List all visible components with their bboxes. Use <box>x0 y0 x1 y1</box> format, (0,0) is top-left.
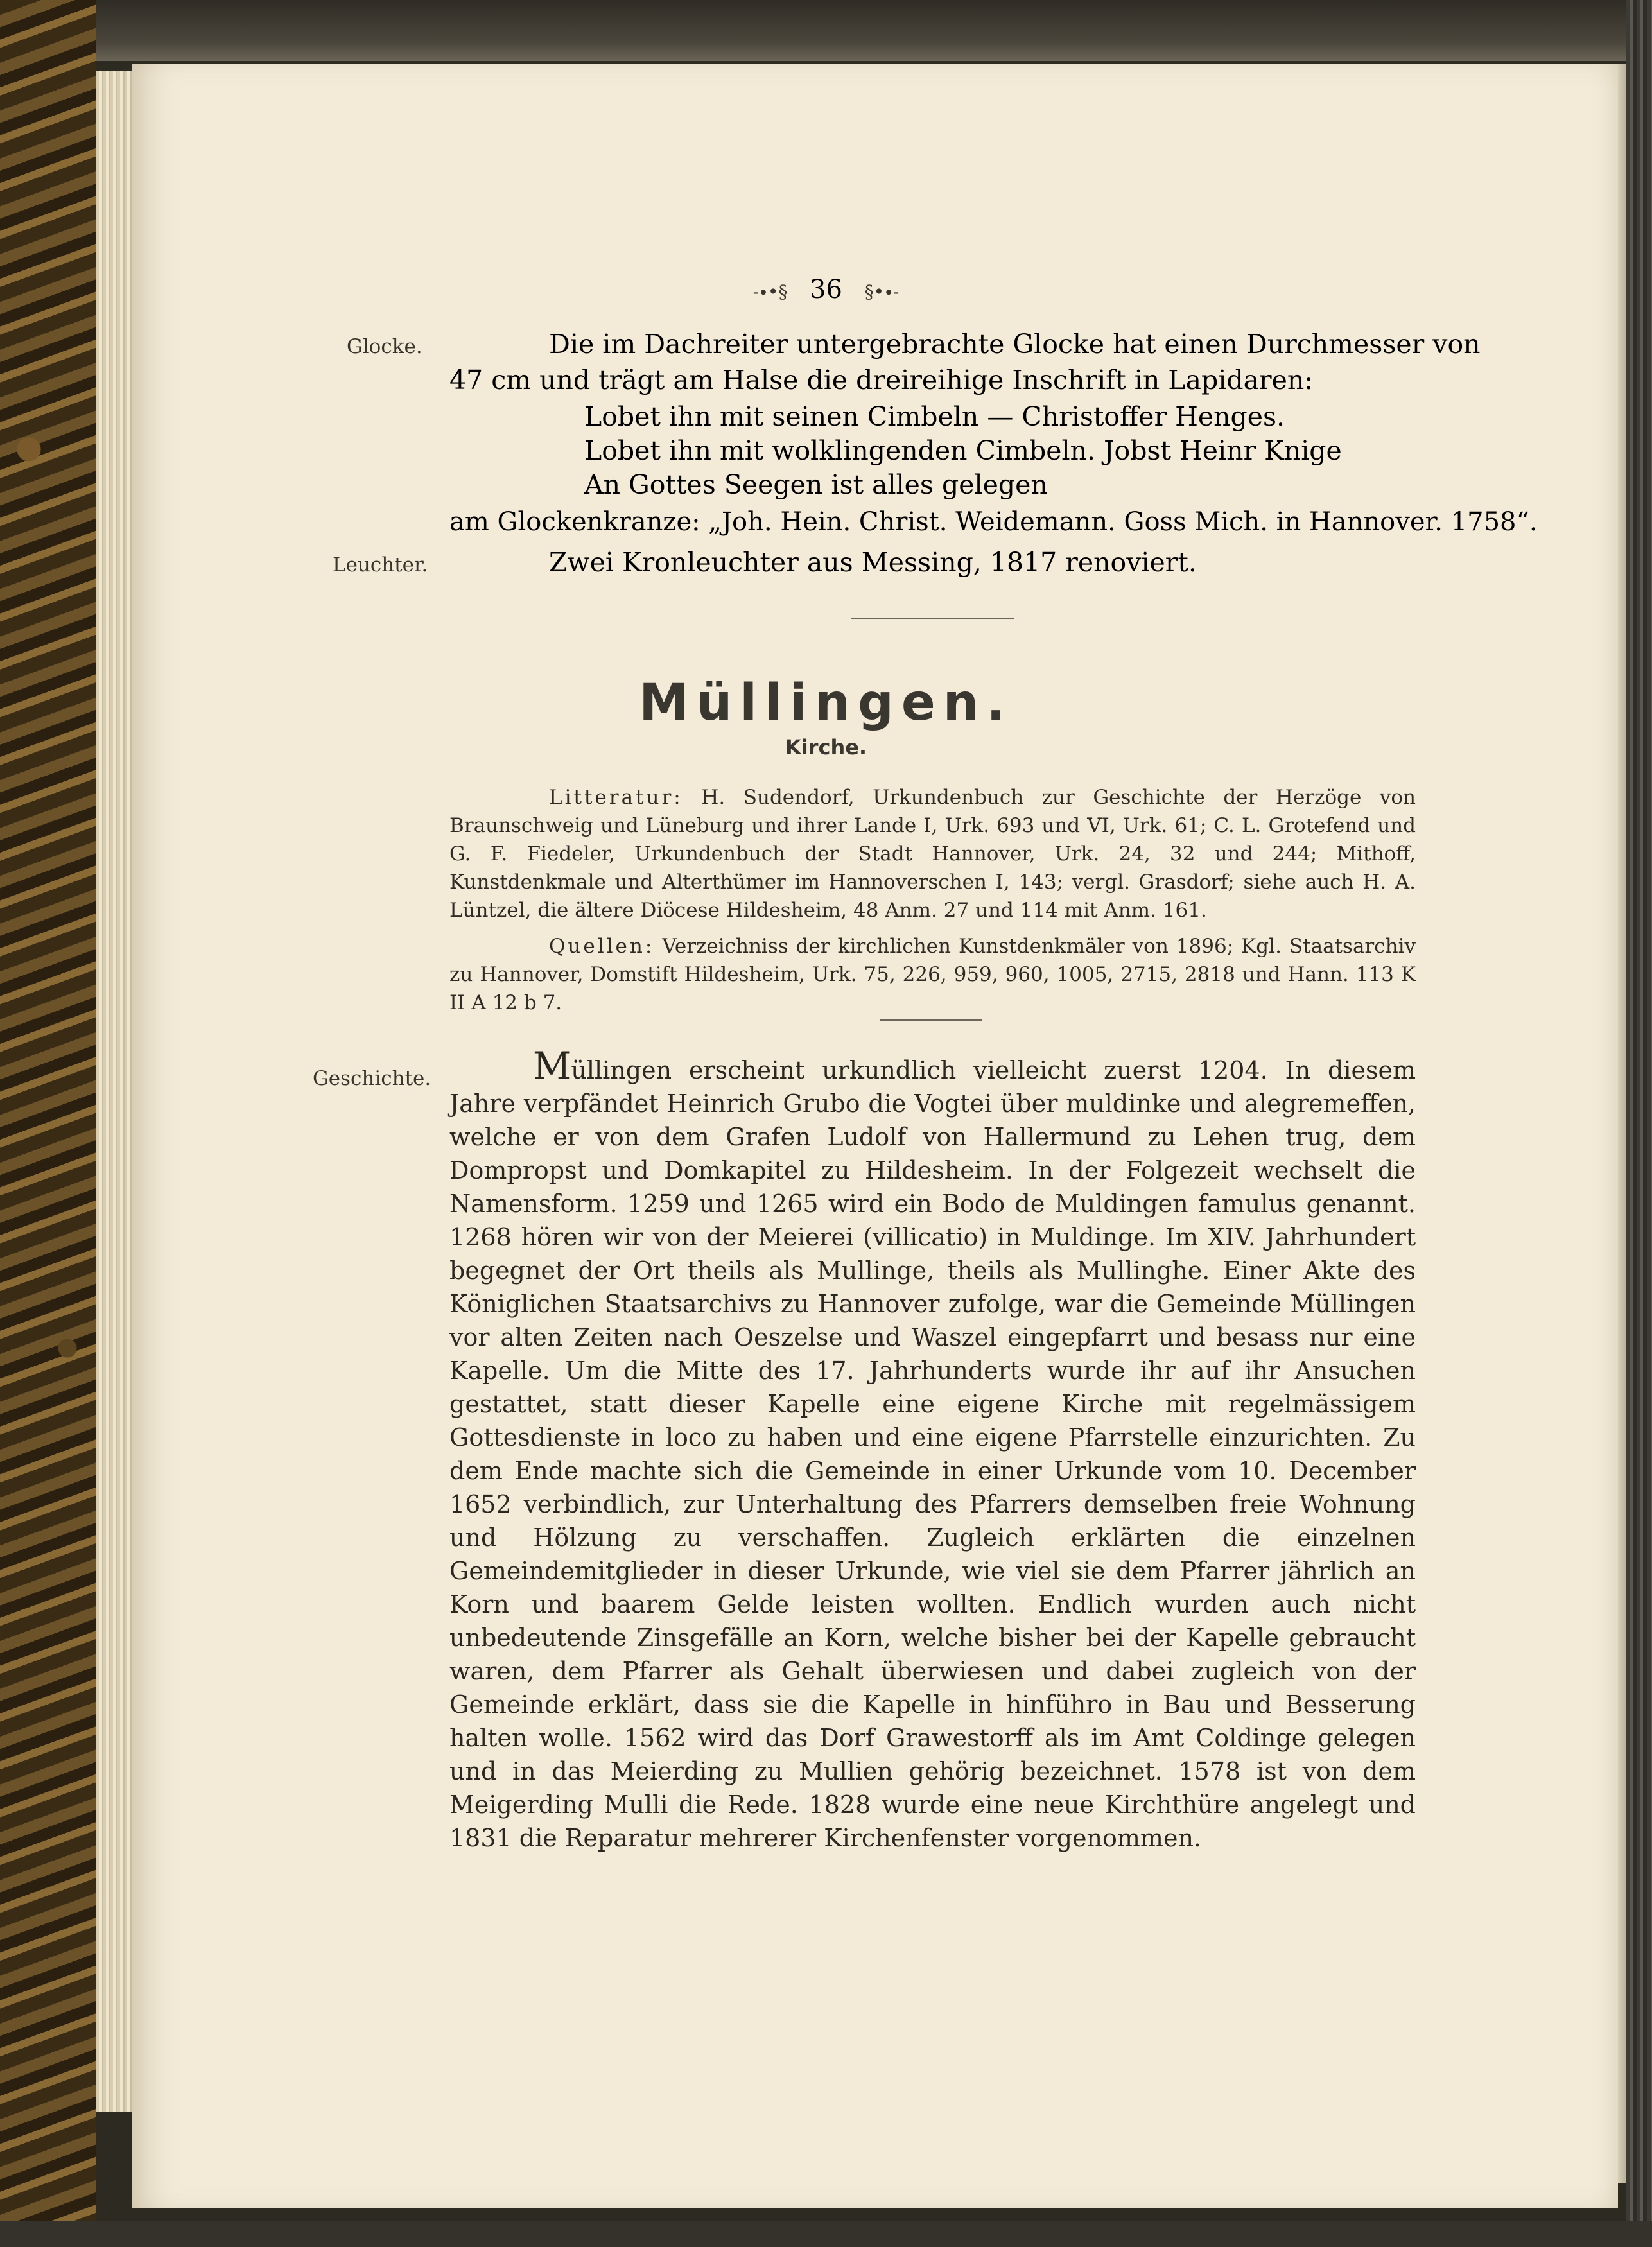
marbled-cover-left <box>0 0 96 2247</box>
geschichte-paragraph <box>449 1044 1416 1855</box>
glocke-line-1: Die im Dachreiter untergebrachte Glocke hat einen Durchmesser von <box>549 329 1481 360</box>
section-subheading: Kirche. <box>785 735 867 759</box>
litteratur-text: H. Sudendorf, Urkundenbuch zur Geschichte der Herzöge von Braunschweig und Lüneburg und ihrer Lande I, Urk. 693 und VI, Urk. 61; C. L. Grotefend und G. F. Fiedeler, Urkundenbuch der Stadt Hannover, Urk. 24, 32 und 244; Mithoff, Kunstdenkmale und Alterthümer im Hannoverschen I, 143; vergl. Grasdorf; siehe auch H. A. Lüntzel, die ältere Diöcese Hildesheim, 48 Anm. 27 und 114 mit Anm. 161. <box>449 786 1416 922</box>
book-cover-top <box>0 0 1652 61</box>
inscription-line-1: Lobet ihn mit seinen Cimbeln — Christoffer Henges. <box>584 401 1285 432</box>
inscription-line-3: An Gottes Seegen ist alles gelegen <box>584 469 1048 500</box>
book-cover-bottom <box>0 2221 1652 2247</box>
quellen-text: Verzeichniss der kirchlichen Kunstdenkmäler von 1896; Kgl. Staatsarchiv zu Hannover, Domstift Hildesheim, Urk. 75, 226, 959, 960, 1005, 2715, 2818 und Hann. 113 K II A 12 b 7. <box>449 935 1416 1014</box>
book-cover-right <box>1626 0 1652 2247</box>
place-heading: Müllingen. <box>639 674 1013 732</box>
page-number: 36 <box>810 275 842 304</box>
glocke-kranz-line: am Glockenkranze: „Joh. Hein. Christ. Weidemann. Goss Mich. in Hannover. 1758“. <box>449 507 1538 537</box>
quellen-lead: Quellen: <box>549 935 655 958</box>
minor-divider <box>880 1019 982 1021</box>
inscription-line-2: Lobet ihn mit wolklingenden Cimbeln. Jobst Heinr Knige <box>584 435 1342 466</box>
quellen-paragraph <box>449 932 1416 1017</box>
margin-label-glocke: Glocke. <box>347 335 422 358</box>
margin-label-geschichte: Geschichte. <box>313 1067 431 1090</box>
dropcap-letter: M <box>533 1044 571 1088</box>
margin-label-leuchter: Leuchter. <box>333 553 428 577</box>
page-gutter-right <box>1618 64 1626 2183</box>
page-number-line <box>0 275 1652 304</box>
leuchter-text: Zwei Kronleuchter aus Messing, 1817 renoviert. <box>549 547 1197 578</box>
ornament-left: -∙•§ <box>752 281 788 302</box>
litteratur-paragraph <box>449 783 1416 924</box>
glocke-line-2: 47 cm und trägt am Halse die dreireihige Inschrift in Lapidaren: <box>449 365 1314 395</box>
ornament-right: §•∙- <box>864 281 900 302</box>
geschichte-text: üllingen erscheint urkundlich vielleicht zuerst 1204. In diesem Jahre verpfändet Heinrich Grubo die Vogtei über muldinke und alegremeffen, welche er von dem Grafen Ludolf von Hallermund zu Lehen trug, dem Dompropst und Domkapitel zu Hildesheim. In der Folgezeit wechselt die Namensform. 1259 und 1265 wird ein Bodo de Muldingen famulus genannt. 1268 hören wir von der Meierei (villicatio) in Muldinge. Im XIV. Jahrhundert begegnet der Ort theils als Mullinge, theils als Mullinghe. Einer Akte des Königlichen Staatsarchivs zu Hannover zufolge, war die Gemeinde Müllingen vor alten Zeiten nach Oeszelse und Waszel eingepfarrt und besass nur eine Kapelle. Um die Mitte des 17. Jahrhunderts wurde ihr auf ihr Ansuchen gestattet, statt dieser Kapelle eine eigene Kirche mit regelmässigem Gottesdienste in loco zu haben und eine eigene Pfarrstelle einzurichten. Zu dem Ende machte sich die Gemeinde in einer Urkunde vom 10. December 1652 verbindlich, zur Unterhaltung des Pfarrers demselben freie Wohnung und Hölzung zu verschaffen. Zugleich erklärten die einzelnen Gemeindemitglieder in dieser Urkunde, wie viel sie dem Pfarrer jährlich an Korn und baarem Gelde leisten wollten. Endlich wurden auch nicht unbedeutende Zinsgefälle an Korn, welche bisher bei der Kapelle gebraucht waren, dem Pfarrer als Gehalt überwiesen und dabei zugleich von der Gemeinde erklärt, dass sie die Kapelle in hinführo in Bau und Besserung halten wolle. 1562 wird das Dorf Grawestorff als im Amt Coldinge gelegen und in das Meierding zu Mullien gehörig bezeichnet. 1578 ist von dem Meigerding Mulli die Rede. 1828 wurde eine neue Kirchthüre angelegt und 1831 die Reparatur mehrerer Kirchenfenster vorgenommen. <box>449 1056 1416 1852</box>
litteratur-lead: Litteratur: <box>549 786 683 809</box>
section-divider <box>851 618 1014 619</box>
